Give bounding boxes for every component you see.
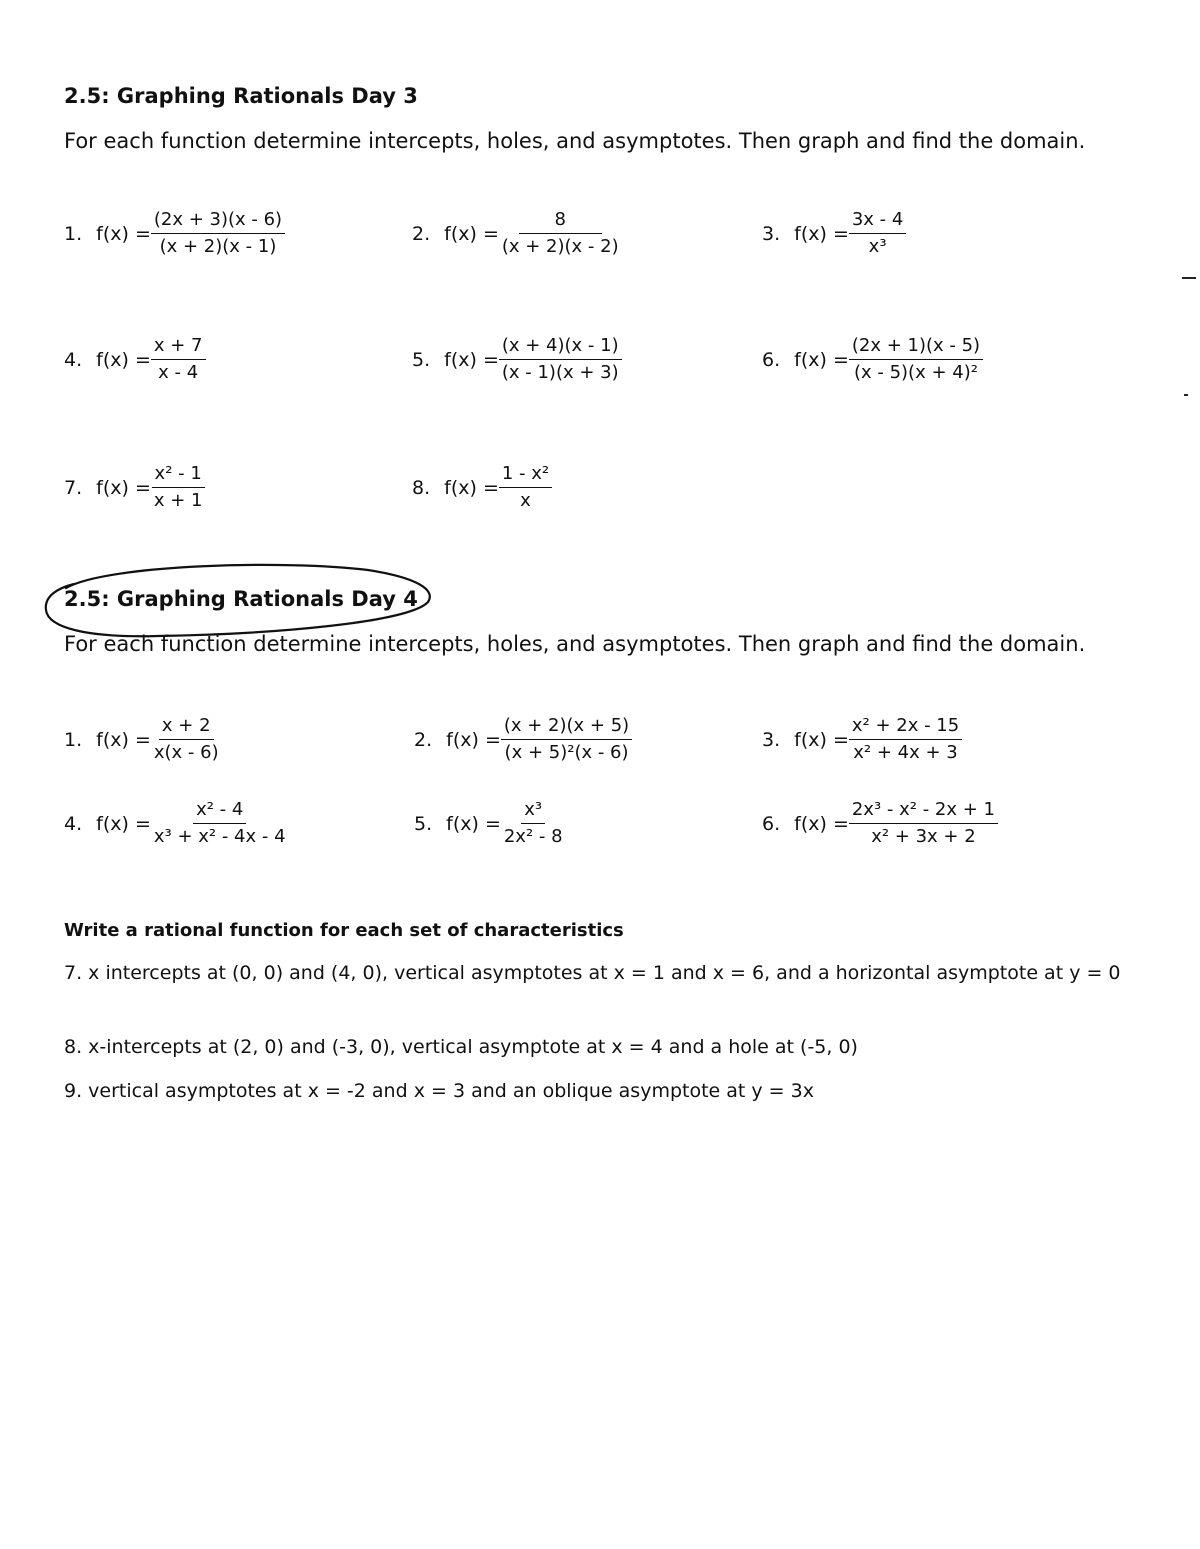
fraction — [849, 334, 983, 385]
numerator: (x + 2)(x + 5) — [501, 714, 632, 740]
day3-title: 2.5: Graphing Rationals Day 3 — [64, 84, 418, 108]
fraction — [151, 334, 206, 385]
problem-number: 1. — [64, 728, 83, 751]
function-label: f(x) = — [96, 812, 151, 835]
day4-problem-4 — [64, 798, 289, 849]
denominator: x + 1 — [153, 490, 203, 511]
day3-instructions: For each function determine intercepts, holes, and asymptotes. Then graph and find the domain. — [64, 129, 1086, 153]
fraction — [499, 462, 552, 513]
denominator: x - 4 — [158, 362, 199, 383]
fraction — [151, 798, 289, 849]
numerator: (x + 4)(x - 1) — [499, 334, 622, 360]
function-label: f(x) = — [446, 812, 501, 835]
write-item-8: 8. x-intercepts at (2, 0) and (-3, 0), vertical asymptote at x = 4 and a hole at (-5, 0) — [64, 1036, 858, 1058]
day4-problem-6 — [762, 798, 998, 849]
numerator: 2x³ - x² - 2x + 1 — [849, 798, 998, 824]
numerator: x + 7 — [151, 334, 206, 360]
function-label: f(x) = — [96, 222, 151, 245]
numerator: x + 2 — [159, 714, 214, 740]
numerator: (2x + 1)(x - 5) — [849, 334, 983, 360]
denominator: (x + 2)(x - 1) — [159, 236, 277, 257]
numerator: x² - 1 — [152, 462, 205, 488]
problem-number: 8. — [412, 476, 431, 499]
denominator: (x - 5)(x + 4)² — [853, 362, 978, 383]
denominator: (x + 2)(x - 2) — [501, 236, 619, 257]
day3-problem-1 — [64, 208, 285, 259]
problem-number: 2. — [414, 728, 433, 751]
day4-title: 2.5: Graphing Rationals Day 4 — [64, 587, 418, 611]
fraction — [151, 714, 222, 765]
day4-instructions: For each function determine intercepts, holes, and asymptotes. Then graph and find the domain. — [64, 632, 1086, 656]
numerator: 8 — [519, 208, 602, 234]
fraction — [499, 334, 622, 385]
numerator: 1 - x² — [499, 462, 552, 488]
day3-problem-6 — [762, 334, 983, 385]
day3-problem-8 — [412, 462, 552, 513]
problem-number: 2. — [412, 222, 431, 245]
problem-number: 1. — [64, 222, 83, 245]
denominator: x³ — [868, 236, 887, 257]
fraction — [151, 462, 206, 513]
fraction — [849, 714, 962, 765]
problem-number: 4. — [64, 348, 83, 371]
problem-number: 7. — [64, 476, 83, 499]
denominator: x — [520, 490, 531, 511]
function-label: f(x) = — [96, 476, 151, 499]
function-label: f(x) = — [794, 812, 849, 835]
fraction — [501, 714, 632, 765]
day4-problem-5 — [414, 798, 566, 849]
denominator: x² + 4x + 3 — [853, 742, 958, 763]
problem-number: 5. — [412, 348, 431, 371]
day3-problem-7 — [64, 462, 206, 513]
function-label: f(x) = — [794, 222, 849, 245]
scan-mark — [1184, 394, 1188, 396]
fraction — [849, 798, 998, 849]
problem-number: 6. — [762, 348, 781, 371]
fraction — [849, 208, 907, 259]
denominator: x³ + x² - 4x - 4 — [153, 826, 286, 847]
numerator: 3x - 4 — [849, 208, 907, 234]
fraction — [151, 208, 285, 259]
function-label: f(x) = — [96, 728, 151, 751]
denominator: 2x² - 8 — [503, 826, 563, 847]
function-label: f(x) = — [794, 728, 849, 751]
day3-problem-2 — [412, 208, 622, 259]
day4-problem-1 — [64, 714, 222, 765]
function-label: f(x) = — [794, 348, 849, 371]
day4-problem-2 — [414, 714, 632, 765]
day3-problem-5 — [412, 334, 622, 385]
function-label: f(x) = — [446, 728, 501, 751]
scan-mark — [1182, 277, 1196, 279]
day3-problem-4 — [64, 334, 206, 385]
function-label: f(x) = — [444, 476, 499, 499]
fraction — [501, 798, 566, 849]
numerator: x² + 2x - 15 — [849, 714, 962, 740]
day3-problem-3 — [762, 208, 906, 259]
problem-number: 3. — [762, 222, 781, 245]
function-label: f(x) = — [444, 348, 499, 371]
write-function-heading: Write a rational function for each set of characteristics — [64, 920, 624, 941]
denominator: (x - 1)(x + 3) — [501, 362, 619, 383]
denominator: x(x - 6) — [153, 742, 219, 763]
write-item-7: 7. x intercepts at (0, 0) and (4, 0), vertical asymptotes at x = 1 and x = 6, and a horizontal asymptote at y = 0 — [64, 962, 1121, 984]
day4-problem-3 — [762, 714, 962, 765]
numerator: (2x + 3)(x - 6) — [151, 208, 285, 234]
problem-number: 6. — [762, 812, 781, 835]
write-item-9: 9. vertical asymptotes at x = -2 and x = 3 and an oblique asymptote at y = 3x — [64, 1080, 814, 1102]
denominator: x² + 3x + 2 — [871, 826, 976, 847]
numerator: x³ — [521, 798, 545, 824]
function-label: f(x) = — [96, 348, 151, 371]
problem-number: 5. — [414, 812, 433, 835]
denominator: (x + 5)²(x - 6) — [504, 742, 629, 763]
function-label: f(x) = — [444, 222, 499, 245]
numerator: x² - 4 — [193, 798, 246, 824]
problem-number: 3. — [762, 728, 781, 751]
fraction — [499, 208, 622, 259]
problem-number: 4. — [64, 812, 83, 835]
